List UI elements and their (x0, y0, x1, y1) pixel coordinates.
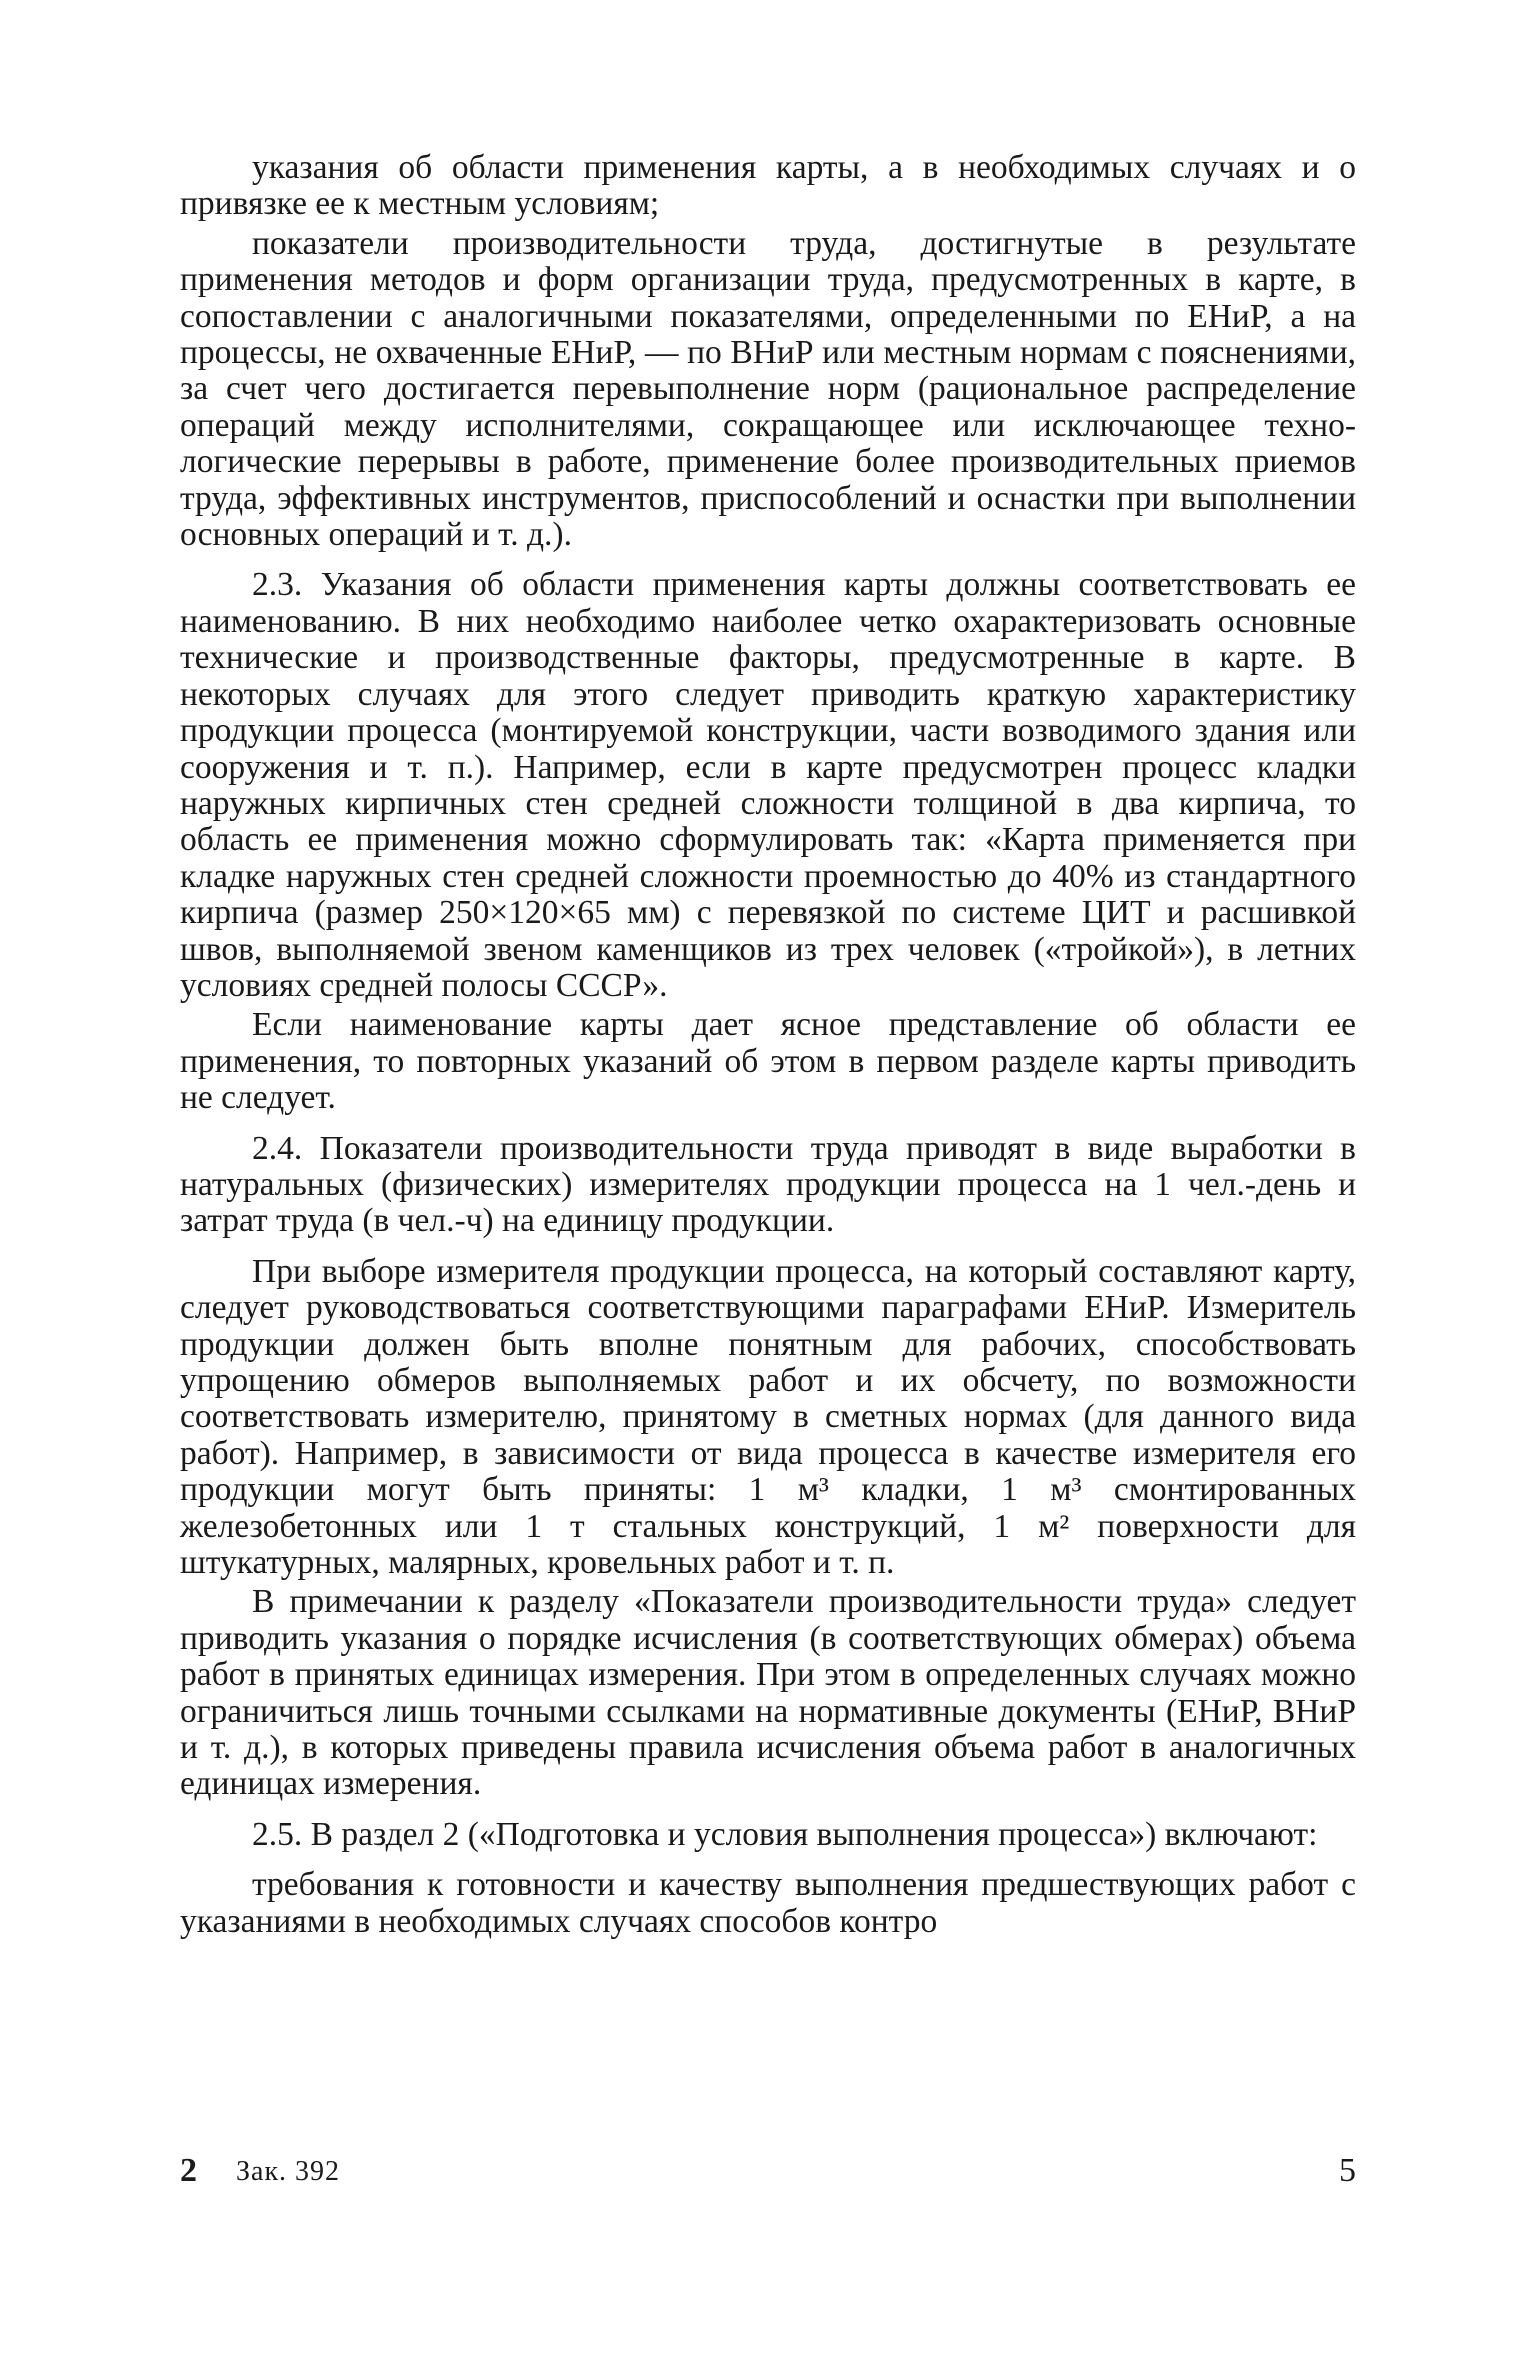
paragraph-section-2-5: 2.5. В раздел 2 («Подготовка и условия выполнения процесса») включают: (252, 1815, 1318, 1853)
paragraph-requirements: требования к готовности и качеству выполнения предшествующих работ с указаниями в необходимых случаях способов контро (180, 1866, 1356, 1940)
document-body (180, 150, 1356, 1940)
page-footer (180, 2152, 1356, 2202)
paragraph-section-2-3: 2.3. Указания об области применения карты должны соответствовать ее наименованию. В них необходимо наиболее четко охарактеризовать основные технические и производственные факторы, предусмотренные в карте. В некоторых случаях для этого следует приводить краткую характеристику продукции процесса (монтируемой конструкции, части возводимого здания или сооружения и т. п.). Например, если в карте предусмотрен процесс кладки наружных кирпичных стен средней сложности толщиной в два кирпича, то область ее применения можно сформулировать так: «Карта применяется при кладке наружных стен средней сложности проемностью до 40% из стандартного кирпича (размер 250×120×65 мм) с перевязкой по системе ЦИТ и расшивкой швов, выполняемой звеном каменщиков из трех человек («тройкой»), в летних условиях средней полосы СССР». (180, 566, 1356, 1004)
paragraph-continuation: указания об области применения карты, а в необходимых случаях и о привязке ее к местным условиям; (180, 149, 1356, 223)
paragraph-measurement-choice: При выборе измерителя продукции процесса, на который составляют карту, следует руководствоваться соответствующими параграфами ЕНиР. Измеритель продукции должен быть вполне понятным для рабочих, способствовать упрощению обмеров выполняемых работ и их обсчету, по возможности соответствовать измерителю, принятому в сметных нормах (для данного вида работ). Например, в зависимости от вида процесса в качестве измерителя его продукции могут быть приняты: 1 м³ кладки, 1 м³ смонтированных железобетонных или 1 т стальных конструкций, 1 м² поверхности для штукатурных, малярных, кровельных работ и т. п. (180, 1252, 1356, 1582)
paragraph-section-2-4: 2.4. Показатели производительности труда приводят в виде выработки в натуральных (физических) измерителях продукции процесса на 1 чел.-день и затрат труда (в чел.-ч) на единицу продукции. (180, 1129, 1356, 1240)
paragraph-note: В примечании к разделу «Показатели производительности труда» следует приводить указания о порядке исчисления (в соответствующих обмерах) объема работ в принятых единицах измерения. При этом в определенных случаях можно ограничиться лишь точными ссылками на нормативные документы (ЕНиР, ВНиР и т. д.), в которых приведены правила исчисления объема работ в аналогичных единицах измерения. (180, 1583, 1356, 1803)
paragraph-productivity-indicators: показатели производительности труда, достигнутые в результате применения методов и форм организации труда, предусмотренных в карте, в сопоставлении с аналогичными показателями, определенными по ЕНиР, а на процессы, не охваченные ЕНиР, — по ВНиР или местным нормам с пояснениями, за счет чего достигается перевыполнение норм (рациональное распределение операций между исполнителями, сокращающее или исключающее технологические перерывы в работе, применение более производительных приемов труда, эффективных инструментов, приспособлений и оснастки при выполнении основных операций и т. д.). (180, 224, 1356, 554)
signature-text: Зак. 392 (236, 2156, 341, 2187)
page-number: 5 (1339, 2152, 1356, 2189)
signature-number: 2 (180, 2152, 197, 2189)
paragraph-card-name: Если наименование карты дает ясное представление об области ее применения, то повторных указаний об этом в первом разделе карты приводить не следует. (180, 1006, 1356, 1117)
